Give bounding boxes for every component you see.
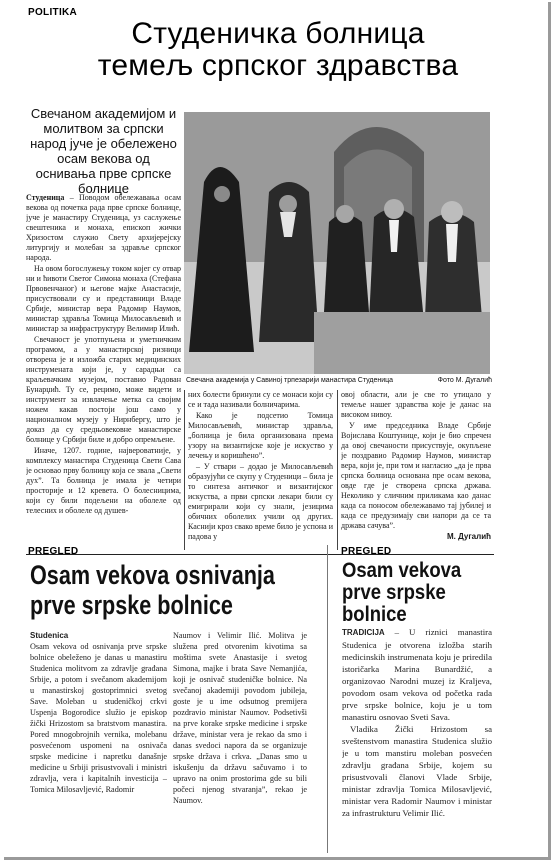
col2-paragraph-1: них болести бринули су се монаси који су се и тада називали болничарима. bbox=[188, 390, 333, 409]
article-deck: Свечаном академијом и молитвом за српски народ јуче је обележено осам векова од оснивања прве српске болнице bbox=[30, 106, 177, 196]
page-headline bbox=[28, 18, 528, 82]
pregled-right-headline-line-1: Osam vekova bbox=[342, 559, 462, 582]
article-column-2 bbox=[188, 390, 333, 550]
pregled-right-headline-line-2: prve srpske bbox=[342, 581, 446, 604]
photo-credit: Фото М. Дугалић bbox=[437, 377, 492, 384]
photo-illustration bbox=[184, 112, 490, 374]
pregled-right-headline bbox=[342, 560, 500, 626]
pregled-left-column-1 bbox=[30, 630, 167, 852]
author-signature: М. Дугалић bbox=[446, 532, 491, 541]
article-column-3 bbox=[341, 390, 491, 552]
headline-line-1: Студеничка болница bbox=[131, 17, 425, 50]
pregled-right-paragraph-2: Vladika Žički Hrizostom sa sveštenstvom manastira Studenica služio je u tom manstiru moleban posvećen zdravlju građana Srbije, kojem su prisustvovali članovi Vlade Srbije, ministar zdravlja Tomica Milosavljević, ministar vera Radomir Naumov i ministar za infrastrukturu Velimir Ilić. bbox=[342, 724, 492, 818]
col1-paragraph-2: На овом богослужењу током којег су отвар ни и ћивоти Светог Симона монаха (Стефана Првовенчаног) и његове мајке Анастасије, присуствовали су и представници Владе Србије, министар вера Радомир Наумов, министар здравља Томица Милосављевић и министар за инфраструктуру Велимир Илић. bbox=[26, 264, 181, 333]
col1-paragraph-3: Свечаност је употпуњена и уметничким програмом, а у манастирској ризници отворена је и изложба старих медицинских инструмената који је, у сарадњи са краљевачким музејом, поставио Радован Бунарџић. Ту се, рецимо, може видети и инструмент за извлачење метка са својим ножем какав постоји још само у националном музеју у Нирнбергу, што је доказ да су средњовековне манастирске болнице у Србији биле и добро опремљене. bbox=[26, 335, 181, 444]
pregled-left-column-2 bbox=[173, 630, 307, 852]
article-column-1 bbox=[26, 193, 181, 550]
headline-line-2: темељ српског здравства bbox=[97, 49, 459, 82]
col3-paragraph-1: овој области, али је све то утицало у темеље нашег здравства које је данас на високом нивоу. bbox=[341, 390, 491, 419]
pregled-right-paragraph-1: – U riznici manastira Studenica je otvorena izložba starih medicinskih instrumenata koju je priredila istoričarka Marina Bunardžić, a organizovao Narodni muzej iz Kraljeva, povodom osam vekova od početka rada prve srpske bolnice, koju je u tom manastiru osnovao Sveti Sava. bbox=[342, 627, 492, 722]
col1-paragraph-4: Иначе, 1207. године, највероватније, у комплексу манастира Студеница Свети Сава је основао прву болницу која се звала „Свети дух”. Та болница је имала је четири просторије и 12 кревета. О болесницима, који су били подељени на оболеле од телесних и оболеле од душев- bbox=[26, 446, 181, 515]
section-divider bbox=[26, 554, 494, 555]
pregled-left-col2-text: Naumov i Velimir Ilić. Molitva je služena pred otvorenim kivotima sa moštima svete Anastasije i svetog Simona, majke i brata Save Nemanjića, koji je osnivač studeničke bolnice. Na svečanoj akademiji povodom jubileja, goste je u ime odsutnog premijera pozdravio ministar Naumov. Podsetivši na prve korake srpske medicine i srpske države, ministar vera je rekao da smo i danas svedoci napora da se organizuje srpske država i crkva. „Danas smo u iskušenju da državu sačuvamo i to upravo na onim prostorima gde su bili počeci njenog stvaranja”, rekao je Naumov. bbox=[173, 631, 307, 805]
section-label-politika: POLITIKA bbox=[28, 7, 78, 18]
col3-paragraph-2: У име председника Владе Србије Војислава Коштунице, који је био спречен да овој свечаности присуствује, окупљене је поздравио Радомир Наумов, министар вера, који је, при том и нагласио „да је прва српска болница основана пре осам векова, овде где је створена српска држава. Неколико у сличним приликама као данас када са поносом обележавамо тај јубилеј и када се предузимају сви напори да се та држава сачува”. bbox=[341, 421, 491, 530]
pregled-right-headline-line-3: bolnice bbox=[342, 603, 407, 626]
col1-paragraph-1: – Поводом обележавања осам векова од почетка рада прве српске болнице, јуче је манастиру Студеница, уз саслужење свештеника и монаха, епископ жички Хризостом служио Свету архијерејску литургију и молебан за здравље српског народа. bbox=[26, 193, 181, 262]
pregled-left-col1-text: Osam vekova od osnivanja prve srpske bolnice obeleženo je danas u manastiru Studenica molitvom za zdravlje građana Srbije, a potom i svečanom akademijom u manastirskoj gostoprimnici svetog Save. Moleban u studeničkoj crkvi Uspenja Bogorodice služio je episkop žički Hrizostom sa bratstvom manastira. Pored mnogobrojnih vernika, molebanu posvećenom uspomeni na osnivača srpske medicine i napretku današnje medicine u Srbiji prisustvovali i ministri zdravlja, vera i kapitalnih investicija – Tomica Milosavljević, Radomir bbox=[30, 642, 167, 794]
section-label-pregled-left: PREGLED bbox=[28, 546, 79, 557]
pregled-dateline: Studenica bbox=[30, 631, 69, 640]
col2-paragraph-2: Како је подсетио Томица Милосављевић, министар здравља, „болница је била организована према узору на византијске које је искуство у лечењу и коришћено”. bbox=[188, 411, 333, 460]
section-label-pregled-right: PREGLED bbox=[341, 546, 392, 557]
pregled-left-headline bbox=[30, 560, 326, 620]
photo-caption-row bbox=[186, 376, 492, 385]
column-divider bbox=[184, 390, 185, 550]
photo-caption: Свечана академија у Савиној трпезарији манастира Студеница bbox=[186, 377, 394, 384]
article-photo bbox=[184, 112, 490, 374]
col2-paragraph-3: – У ствари – додао је Милосављевић образујући се скупу у Студеници – била је то синтеза античког и византијског искуства, а први српски лекари били су емигрирали који су знали, језицима обичних оболелих учили од других. Каснији кроз свако време било је успона и падова у bbox=[188, 462, 333, 541]
pregled-left-headline-line-1: Osam vekova osnivanja bbox=[30, 560, 275, 590]
pregled-right-column bbox=[342, 626, 492, 854]
tradicija-tag: TRADICIJA bbox=[342, 628, 385, 637]
pregled-left-headline-line-2: prve srpske bolnice bbox=[30, 590, 233, 620]
dateline: Студеница bbox=[26, 193, 65, 202]
column-divider bbox=[327, 545, 328, 853]
column-divider bbox=[337, 390, 338, 550]
